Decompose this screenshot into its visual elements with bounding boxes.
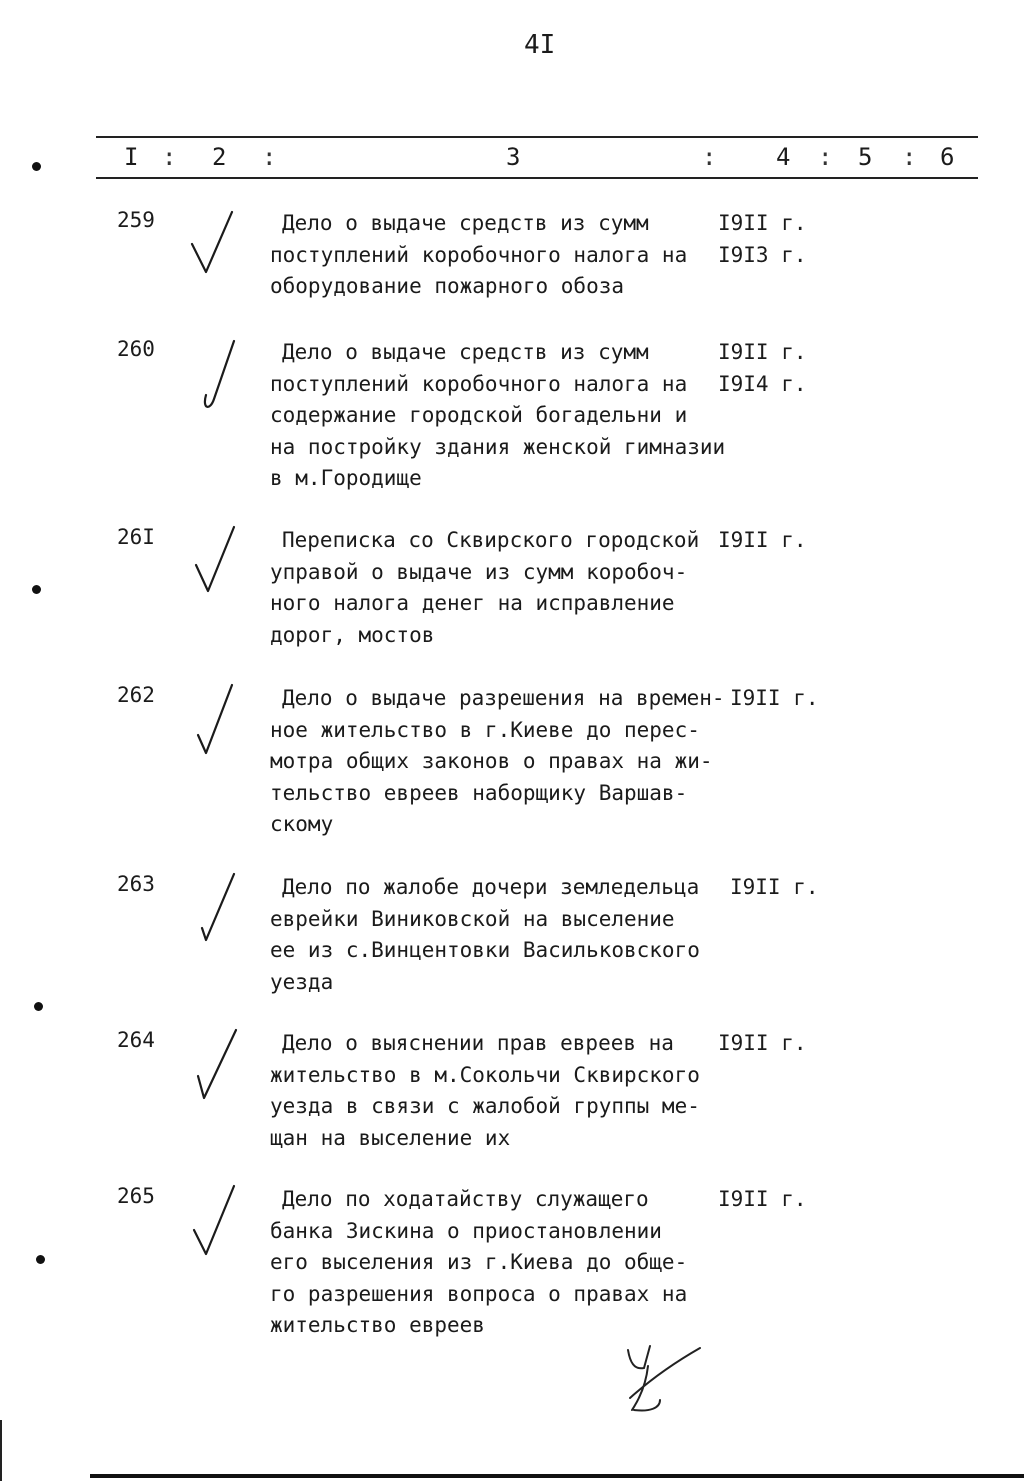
- description-line: ее из с.Винцентовки Васильковского: [270, 938, 700, 962]
- description-line: ного налога денег на исправление: [270, 591, 675, 615]
- entry-number: 263: [117, 872, 155, 896]
- punch-hole: [32, 585, 41, 594]
- signature-mark: [620, 1340, 710, 1420]
- entry-number: 26I: [117, 525, 155, 549]
- description-line: мотра общих законов о правах на жи-: [270, 749, 713, 773]
- entry-number: 259: [117, 208, 155, 232]
- column-header-2: 2: [212, 143, 227, 171]
- description-line: ное жительство в г.Киеве до перес-: [270, 717, 700, 742]
- punch-hole: [34, 1002, 43, 1011]
- description-line: жительство евреев: [270, 1313, 485, 1337]
- description-line: оборудование пожарного обоза: [270, 274, 625, 298]
- column-separator: :: [902, 143, 917, 171]
- description-line: Дело о выдаче средств из сумм: [282, 340, 649, 364]
- date-value: I9II г.: [718, 1187, 807, 1211]
- description-line: уезда: [270, 969, 334, 994]
- date-value: I9I4 г.: [718, 371, 807, 396]
- description-line: поступлений коробочного налога на: [270, 371, 688, 396]
- description-line: уезда в связи с жалобой группы ме-: [270, 1094, 700, 1118]
- date-value: I9II г.: [718, 528, 807, 552]
- description-line: Дело о выяснении прав евреев на: [282, 1031, 674, 1055]
- punch-hole: [36, 1255, 45, 1264]
- description-line: тельство евреев наборщику Варшав-: [270, 780, 688, 805]
- date-value: I9II г.: [718, 211, 807, 235]
- entry-dates: [718, 208, 807, 271]
- entry-dates: [730, 683, 819, 715]
- description-line: Переписка со Сквирского городской: [282, 528, 700, 552]
- description-line: скому: [270, 812, 334, 836]
- entry-description: [270, 337, 730, 495]
- description-line: дорог, мостов: [270, 622, 435, 647]
- checkmark-icon: [188, 337, 244, 417]
- column-header-4: 4: [776, 143, 791, 171]
- page-number: 4I: [524, 30, 556, 60]
- description-line: содержание городской богадельни и: [270, 403, 688, 427]
- checkmark-icon: [188, 1028, 244, 1108]
- column-separator: :: [702, 143, 717, 171]
- date-value: I9II г.: [718, 340, 807, 364]
- description-line: жительство в м.Сокольчи Сквирского: [270, 1062, 700, 1087]
- checkmark-icon: [188, 872, 244, 952]
- description-line: Дело о выдаче средств из сумм: [282, 211, 649, 235]
- checkmark-icon: [188, 683, 244, 763]
- entry-number: 262: [117, 683, 155, 707]
- description-line: поступлений коробочного налога на: [270, 242, 688, 267]
- date-value: I9II г.: [730, 686, 819, 710]
- entry-number: 265: [117, 1184, 155, 1208]
- entry-number: 264: [117, 1028, 155, 1052]
- page-edge-mark: [0, 1420, 2, 1481]
- checkmark-icon: [188, 1184, 244, 1264]
- checkmark-icon: [188, 525, 244, 605]
- entry-dates: [718, 525, 807, 557]
- description-line: го разрешения вопроса о правах на: [270, 1281, 688, 1306]
- description-line: Дело по жалобе дочери земледельца: [282, 875, 700, 899]
- entry-description: [270, 208, 730, 303]
- column-header-5: 5: [858, 143, 873, 171]
- description-line: еврейки Виниковской на выселение: [270, 906, 675, 931]
- description-line: щан на выселение их: [270, 1125, 511, 1150]
- page-bottom-edge: [90, 1474, 1024, 1478]
- entry-dates: [730, 872, 819, 904]
- description-line: его выселения из г.Киева до обще-: [270, 1250, 688, 1274]
- column-separator: :: [262, 143, 277, 171]
- column-separator: :: [818, 143, 833, 171]
- date-value: I9II г.: [718, 1031, 807, 1055]
- entry-number: 260: [117, 337, 155, 361]
- column-separator: :: [162, 143, 177, 171]
- header-top-rule: [96, 136, 978, 138]
- entry-dates: [718, 337, 807, 400]
- date-value: I9II г.: [730, 875, 819, 899]
- description-line: банка Зискина о приостановлении: [270, 1218, 662, 1243]
- checkmark-icon: [188, 208, 244, 288]
- description-line: Дело по ходатайству служащего: [282, 1187, 649, 1211]
- entry-description: [270, 683, 730, 841]
- description-line: в м.Городище: [270, 466, 422, 490]
- column-header-3: 3: [506, 143, 521, 171]
- column-header-1: I: [124, 143, 139, 171]
- description-line: на постройку здания женской гимназии: [270, 434, 726, 459]
- entry-description: [270, 525, 730, 651]
- entry-description: [270, 1028, 730, 1154]
- date-value: I9I3 г.: [718, 242, 807, 267]
- description-line: Дело о выдаче разрешения на времен-: [282, 686, 725, 710]
- entry-description: [270, 872, 730, 998]
- entry-dates: [718, 1028, 807, 1060]
- header-bottom-rule: [96, 177, 978, 179]
- entry-description: [270, 1184, 730, 1342]
- description-line: управой о выдаче из сумм коробоч-: [270, 559, 688, 584]
- entry-dates: [718, 1184, 807, 1216]
- column-header-6: 6: [940, 143, 955, 171]
- punch-hole: [32, 162, 41, 171]
